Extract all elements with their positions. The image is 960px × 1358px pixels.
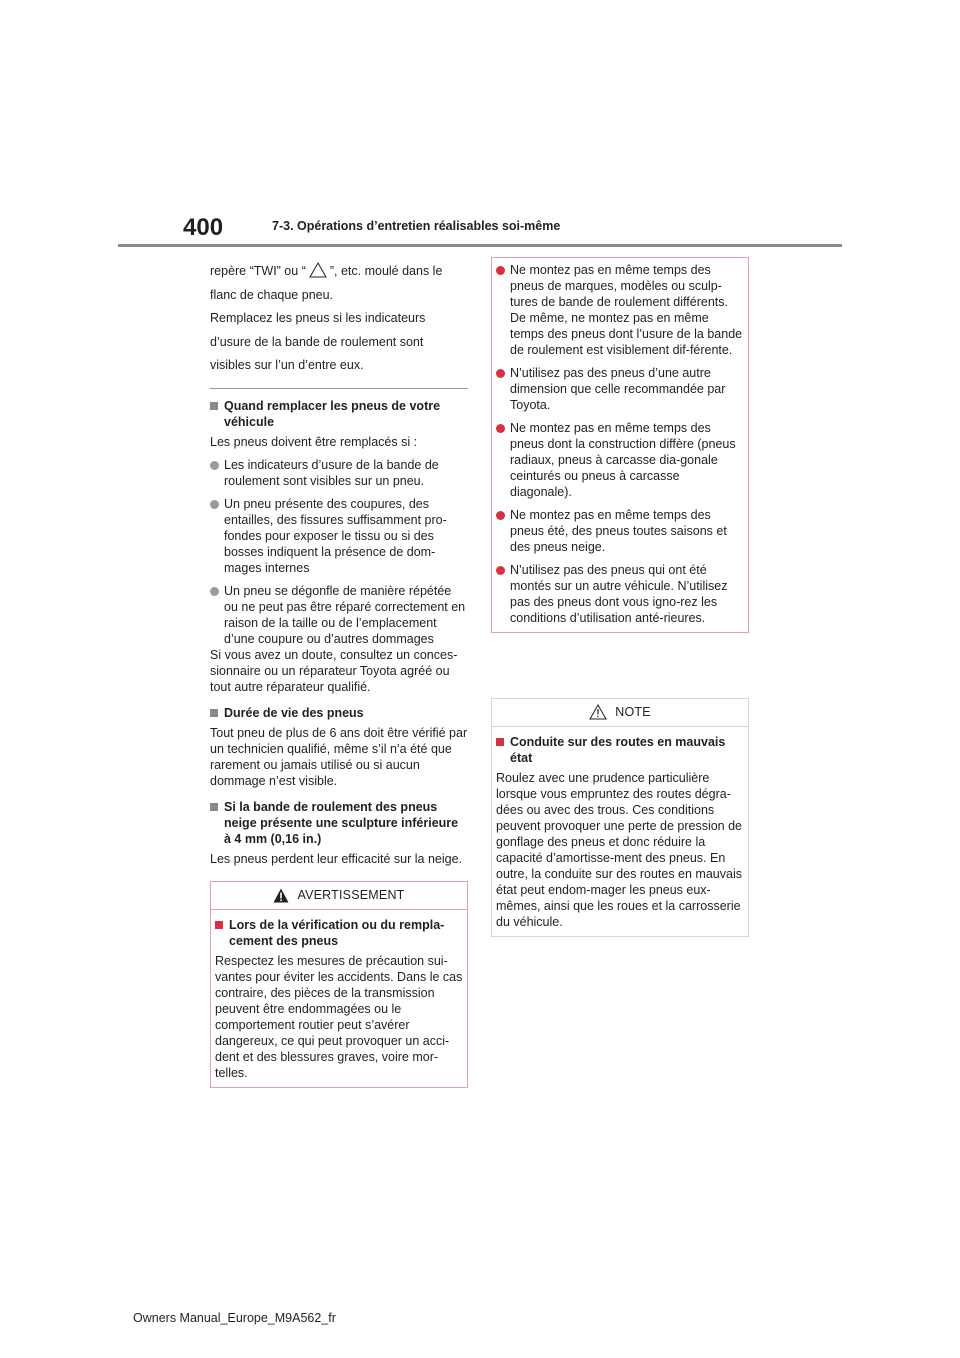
note-box [491, 698, 749, 937]
section-title: 7-3. Opérations d’entretien réalisables soi-même [272, 219, 561, 233]
snow-heading: Si la bande de roulement des pneus neige présente une sculpture inférieure à 4 mm (0,16 in.) [210, 799, 468, 847]
warning-text: Respectez les mesures de précaution sui-vantes pour éviter les accidents. Dans le cas contraire, des pièces de la transmission peuvent être endommagées ou le comportement routier peut s’avérer dangereux, ce qui peut provoquer un acci-dent et des blessures graves, voire mor-telles. [215, 954, 463, 1080]
square-bullet-icon [496, 738, 504, 746]
page-number: 400 [183, 214, 224, 241]
snow-text: Les pneus perdent leur efficacité sur la neige. [210, 852, 463, 866]
warning-box [210, 881, 468, 1088]
list-item: N’utilisez pas des pneus d’une autre dimension que celle recommandée par Toyota. [496, 365, 744, 413]
list-item: N’utilisez pas des pneus qui ont été montés sur un autre véhicule. N’utilisez pas des pneus dont vous igno-rez les conditions d’utilisation anté-rieures. [496, 562, 744, 626]
intro-line3: Remplacez les pneus si les indicateurs [210, 311, 426, 325]
list-item: Les indicateurs d’usure de la bande de roulement sont visibles sur un pneu. [210, 457, 468, 489]
warning-continued-box [491, 257, 749, 633]
caution-triangle-icon [589, 704, 607, 720]
intro-line4: d’usure de la bande de roulement sont [210, 334, 424, 349]
replace-heading: Quand remplacer les pneus de votre véhicule [210, 398, 468, 430]
square-bullet-icon [210, 402, 218, 410]
square-bullet-icon [210, 803, 218, 811]
list-item: Ne montez pas en même temps des pneus dont la construction diffère (pneus radiaux, pneus à carcasse dia-gonale ceinturés ou pneus à carcasse diagonale). [496, 420, 744, 500]
list-item: Ne montez pas en même temps des pneus été, des pneus toutes saisons et des pneus neige. [496, 507, 744, 555]
intro-line1-end: ”, etc. moulé dans le [329, 264, 443, 278]
circle-bullet-icon [210, 500, 219, 509]
square-bullet-icon [210, 709, 218, 717]
intro-paragraph [210, 262, 468, 373]
warning-triangle-icon [273, 888, 289, 903]
warning-header [211, 882, 467, 910]
note-label: NOTE [615, 705, 651, 719]
intro-line5: visibles sur l’un d’entre eux. [210, 358, 364, 372]
replace-lead: Les pneus doivent être remplacés si : [210, 435, 418, 449]
square-bullet-icon [215, 921, 223, 929]
circle-bullet-icon [496, 266, 505, 275]
section-divider [210, 388, 468, 389]
warning-heading: Lors de la vérification ou du rempla-cement des pneus [215, 917, 463, 949]
life-text: Tout pneu de plus de 6 ans doit être vérifié par un technicien qualifié, même s’il n’a été que rarement ou jamais utilisé ou si aucun dommage n’est visible. [210, 726, 468, 788]
replace-note: Si vous avez un doute, consultez un conces-sionnaire ou un réparateur Toyota agréé ou tout autre réparateur qualifié. [210, 648, 458, 694]
note-text: Roulez avec une prudence particulière lorsque vous empruntez des routes dégra-dées ou avec des trous. Ces conditions peuvent provoquer une perte de pression de gonflage des pneus et donc réduire la capacité d’amortisse-ment des pneus. En outre, la conduite sur des routes en mauvais état peut endom-mager les pneus eux-mêmes, ainsi que les roues et la carrosserie du véhicule. [496, 771, 743, 929]
tread-wear-triangle-icon [309, 262, 327, 278]
circle-bullet-icon [496, 511, 505, 520]
list-item: Un pneu se dégonfle de manière répétée ou ne peut pas être réparé correctement en raison de la taille ou de l’emplacement d’une coupure ou d’autres dommages [210, 583, 468, 647]
circle-bullet-icon [496, 566, 505, 575]
note-header [492, 699, 748, 727]
circle-bullet-icon [496, 369, 505, 378]
intro-line1-start: repère “TWI” ou “ [210, 264, 306, 278]
circle-bullet-icon [210, 587, 219, 596]
note-heading: Conduite sur des routes en mauvais état [496, 734, 744, 766]
circle-bullet-icon [496, 424, 505, 433]
list-item: Ne montez pas en même temps des pneus de marques, modèles ou sculp-tures de bande de roulement différents. De même, ne montez pas en même temps des pneus dont l’usure de la bande de roulement est visiblement dif-férente. [496, 262, 744, 358]
circle-bullet-icon [210, 461, 219, 470]
warning-label: AVERTISSEMENT [297, 888, 405, 902]
footer-text: Owners Manual_Europe_M9A562_fr [133, 1311, 336, 1325]
header-divider [118, 244, 842, 247]
list-item: Un pneu présente des coupures, des entailles, des fissures suffisamment pro-fondes pour exposer le tissu ou si des bosses indiquent la présence de dom-mages internes [210, 496, 468, 576]
life-heading: Durée de vie des pneus [210, 705, 468, 721]
intro-line2: flanc de chaque pneu. [210, 287, 334, 302]
left-column [210, 262, 468, 1080]
